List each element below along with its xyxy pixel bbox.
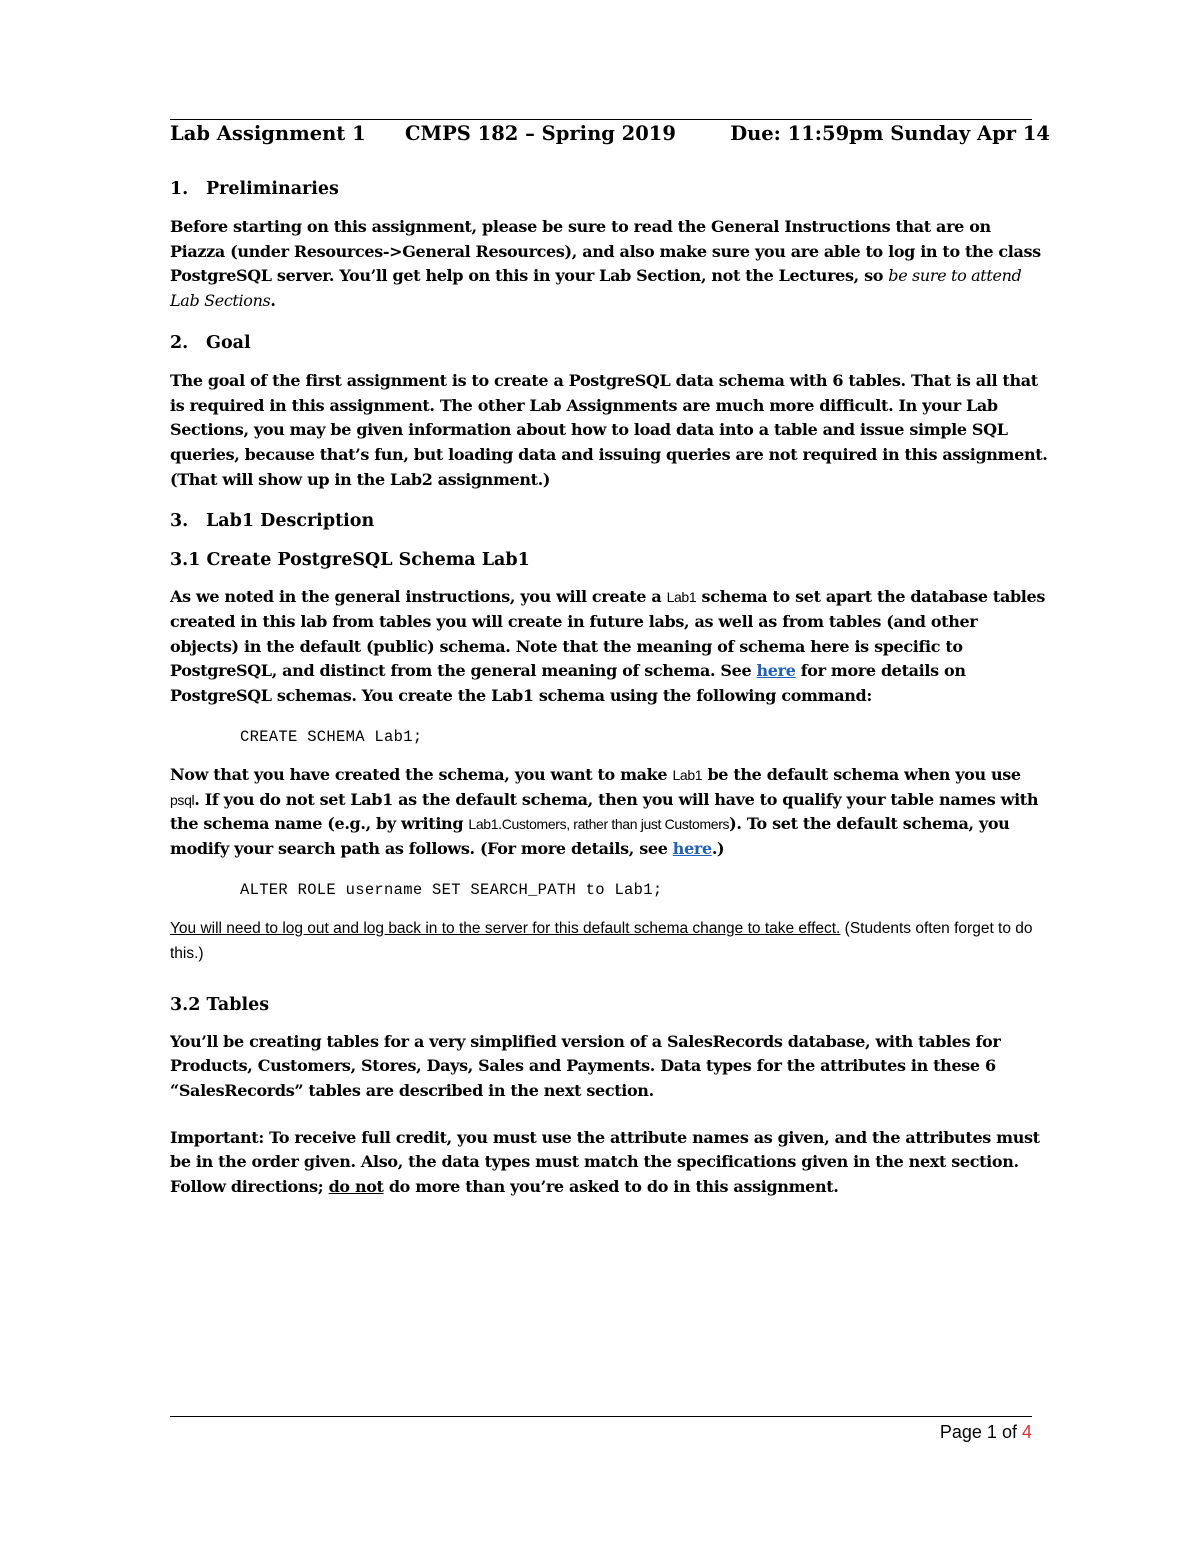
section-heading-preliminaries: 1. Preliminaries	[170, 179, 339, 199]
header-rule	[170, 119, 1032, 120]
search-path-docs-link[interactable]: here	[672, 838, 712, 858]
header-course: CMPS 182 – Spring 2019	[405, 122, 676, 145]
document-body	[170, 176, 1050, 1216]
header-assignment-title: Lab Assignment 1	[170, 122, 366, 145]
inline-code-psql: psql	[170, 791, 195, 808]
inline-code-qualified-name: Lab1.Customers, rather than just Customers	[468, 816, 730, 833]
page-number: 1	[986, 1422, 997, 1442]
logout-note: You will need to log out and log back in to the server for this default schema change to take effect. (Students often forget to do this.)	[170, 919, 1033, 962]
subsection-heading-create-schema: 3.1 Create PostgreSQL Schema Lab1	[170, 550, 530, 571]
create-schema-paragraph: As we noted in the general instructions, you will create a Lab1 schema to set apart the database tables created in this lab from tables you will create in future labs, as well as from tables (and other objects) in the default (public) schema. Note that the meaning of schema here is specific to PostgreSQL, and distinct from the general meaning of schema. See here for more details on PostgreSQL schemas. You create the Lab1 schema using the following command:	[170, 587, 1046, 706]
preliminaries-paragraph: Before starting on this assignment, please be sure to read the General Instructions that are on Piazza (under Resources->General Resources), and also make sure you are able to log in to the class PostgreSQL server. You’ll get help on this in your Lab Section, not the Lectures, so be sure to attend Lab Sections.	[170, 217, 1041, 311]
header-due-date: Due: 11:59pm Sunday Apr 14	[730, 122, 1050, 145]
inline-code-lab1-2: Lab1	[672, 766, 703, 783]
create-schema-command: CREATE SCHEMA Lab1;	[240, 727, 423, 746]
schemas-docs-link[interactable]: here	[756, 661, 796, 681]
do-not-emphasis: do not	[328, 1177, 384, 1197]
page-footer: Page 1 of 4	[939, 1422, 1032, 1442]
logout-note-underlined: You will need to log out and log back in to the server for this default schema change to take effect.	[170, 919, 841, 937]
tables-paragraph: You’ll be creating tables for a very simplified version of a SalesRecords database, with tables for Products, Customers, Stores, Days, Sales and Payments. Data types for the attributes in these 6 “SalesRecords” tables are described in the next section.	[170, 1031, 1001, 1101]
footer-rule	[170, 1416, 1032, 1417]
page-header	[170, 122, 1050, 152]
attend-lab-emphasis: be sure to attend Lab Sections	[170, 266, 1022, 311]
inline-code-lab1: Lab1	[666, 589, 697, 606]
subsection-heading-tables: 3.2 Tables	[170, 994, 270, 1015]
section-heading-goal: 2. Goal	[170, 332, 251, 353]
total-pages: 4	[1021, 1422, 1032, 1442]
default-schema-paragraph: Now that you have created the schema, you want to make Lab1 be the default schema when you use psql. If you do not set Lab1 as the default schema, then you will have to qualify your table names with the schema name (e.g., by writing Lab1.Customers, rather than just Customers). To set the default schema, you modify your search path as follows. (For more details, see here.)	[170, 764, 1039, 858]
goal-paragraph: The goal of the first assignment is to create a PostgreSQL data schema with 6 tables. That is all that is required in this assignment. The other Lab Assignments are much more difficult. In your Lab Sections, you may be given information about how to load data into a table and issue simple SQL queries, because that’s fun, but loading data and issuing queries are not required in this assignment. (That will show up in the Lab2 assignment.)	[170, 370, 1048, 489]
important-paragraph: Important: To receive full credit, you must use the attribute names as given, and the attributes must be in the order given. Also, the data types must match the specifications given in the next section. Follow directions; do not do more than you’re asked to do in this assignment.	[170, 1127, 1040, 1197]
alter-role-command: ALTER ROLE username SET SEARCH_PATH to Lab1;	[240, 880, 663, 899]
section-heading-lab1-description: 3. Lab1 Description	[170, 511, 375, 532]
